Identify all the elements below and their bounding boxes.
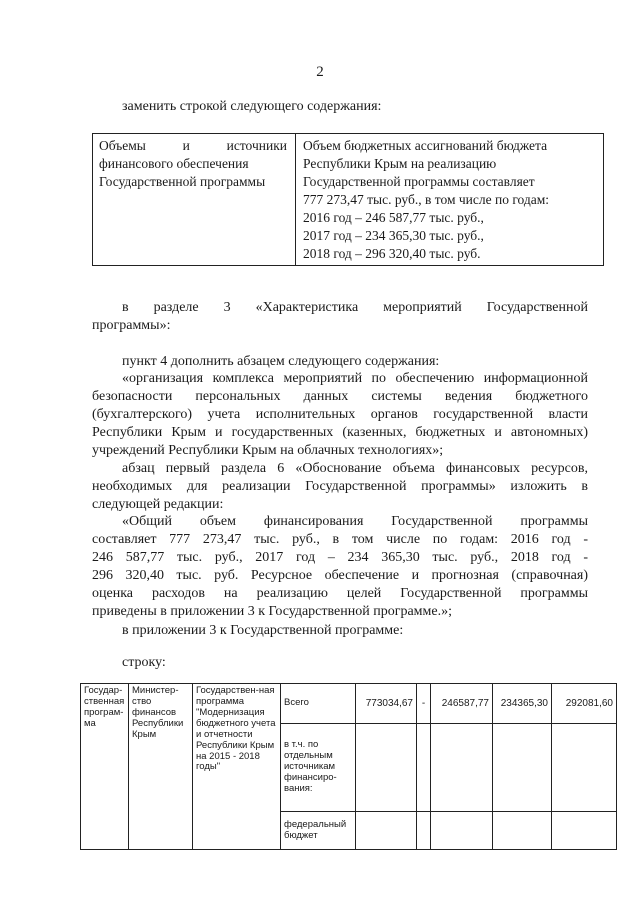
funding-value-line: 777 273,47 тыс. руб., в том числе по годам: bbox=[303, 192, 550, 207]
section3-line: программы»: bbox=[92, 318, 171, 333]
funding-label-line: Государственной программы bbox=[99, 174, 266, 189]
intro-text: заменить строкой следующего содержания: bbox=[122, 99, 382, 114]
cell-federal-label: федеральный бюджет bbox=[281, 812, 356, 850]
section3-line: в разделе 3 «Характеристика мероприятий Государственной bbox=[122, 300, 588, 315]
funding-value-line: Государственной программы составляет bbox=[303, 174, 535, 189]
funding-value-line: 2016 год – 246 587,77 тыс. руб., bbox=[303, 210, 484, 225]
quote1-line: (бухгалтерского) учета исполнительных органов государственной власти bbox=[92, 407, 588, 422]
cell-2018-value: 292081,60 bbox=[552, 684, 617, 724]
cell-dash: - bbox=[417, 684, 431, 724]
quote2-line: 296 320,40 тыс. руб. Ресурсное обеспечение и прогнозная (справочная) bbox=[92, 568, 588, 583]
quote1-line: Республики Крым и государственных (казенных, бюджетных и автономных) bbox=[92, 425, 588, 440]
cell-2016-value: 246587,77 bbox=[431, 684, 493, 724]
abzac-line: следующей редакции: bbox=[92, 497, 224, 512]
quote2-line: оценка расходов на реализацию целей Государственной программы bbox=[92, 586, 588, 601]
program-row-table bbox=[80, 683, 617, 850]
quote2-line: составляет 777 273,47 тыс. руб., в том числе по годам: 2016 год - bbox=[92, 532, 588, 547]
funding-label-line: финансового обеспечения bbox=[99, 156, 249, 171]
cell-program-type: Государ-ственная програм-ма bbox=[81, 684, 129, 850]
quote1-line: безопасности персональных данных системы ведения бюджетного bbox=[92, 389, 588, 404]
funding-value-line: Объем бюджетных ассигнований бюджета bbox=[303, 138, 548, 153]
quote2-line: 246 587,77 тыс. руб., 2017 год – 234 365,30 тыс. руб., 2018 год - bbox=[92, 550, 588, 565]
cell-total-label: Всего bbox=[281, 684, 356, 724]
quote2-line: «Общий объем финансирования Государственной программы bbox=[122, 514, 588, 529]
funding-value-line: Республики Крым на реализацию bbox=[303, 156, 497, 171]
point4-text: пункт 4 дополнить абзацем следующего содержания: bbox=[122, 354, 440, 369]
quote1-line: «организация комплекса мероприятий по обеспечению информационной bbox=[122, 371, 588, 386]
cell-program-name: Государствен-ная программа "Модернизация бюджетного учета и отчетности Республики Крым на 2015 - 2018 годы" bbox=[193, 684, 281, 850]
cell-ministry: Министер-ство финансов Республики Крым bbox=[129, 684, 193, 850]
cell-total-value: 773034,67 bbox=[356, 684, 417, 724]
cell-sources-label: в т.ч. по отдельным источникам финансиро-вания: bbox=[281, 724, 356, 812]
funding-table bbox=[92, 133, 604, 266]
appendix-text: в приложении 3 к Государственной программе: bbox=[122, 623, 404, 638]
page-number: 2 bbox=[316, 64, 324, 80]
stroku-text: строку: bbox=[122, 655, 166, 670]
abzac-line: абзац первый раздела 6 «Обоснование объема финансовых ресурсов, bbox=[122, 461, 588, 476]
funding-label-line: Объемы и источники bbox=[99, 138, 287, 153]
quote1-line: учреждений Республики Крым на облачных технологиях»; bbox=[92, 443, 444, 458]
abzac-line: необходимых для реализации Государственной программы» изложить в bbox=[92, 479, 588, 494]
cell-2017-value: 234365,30 bbox=[493, 684, 552, 724]
funding-value-line: 2018 год – 296 320,40 тыс. руб. bbox=[303, 246, 481, 261]
quote2-line: приведены в приложении 3 к Государственной программе.»; bbox=[92, 604, 453, 619]
funding-value-line: 2017 год – 234 365,30 тыс. руб., bbox=[303, 228, 484, 243]
